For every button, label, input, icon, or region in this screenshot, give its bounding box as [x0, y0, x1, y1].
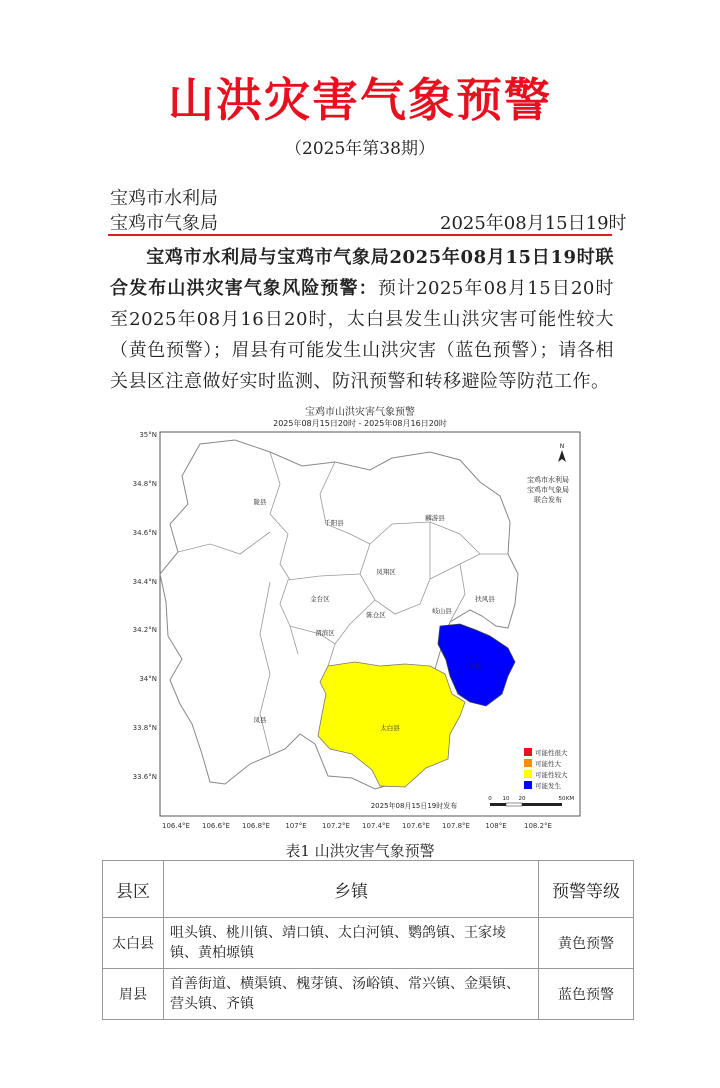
header-level: 预警等级 [539, 861, 634, 918]
cell-towns: 首善街道、横渠镇、槐芽镇、汤峪镇、常兴镇、金渠镇、营头镇、齐镇 [164, 969, 539, 1020]
issuer-meteorological-bureau: 宝鸡市气象局 [110, 213, 218, 234]
scale-label: KM [565, 796, 575, 802]
scale-label: 0 [488, 796, 492, 802]
district-label: 岐山县 [432, 607, 452, 615]
north-label: N [559, 443, 565, 450]
lat-tick: 33.8°N [132, 724, 157, 732]
publisher-line: 宝鸡市气象局 [527, 486, 569, 494]
legend-swatch [524, 770, 532, 778]
lon-tick: 106.6°E [202, 822, 230, 830]
scale-label: 10 [502, 796, 510, 802]
legend-swatch [524, 748, 532, 756]
lat-tick: 35°N [139, 431, 157, 439]
lat-tick: 34.6°N [132, 529, 157, 537]
header-towns: 乡镇 [164, 861, 539, 918]
district-label: 凤翔区 [376, 568, 396, 576]
lon-tick: 107.2°E [322, 822, 350, 830]
district-label: 金台区 [310, 595, 330, 603]
lon-ticks [162, 822, 552, 830]
lat-tick: 33.6°N [132, 773, 157, 781]
district-label: 眉县 [468, 662, 482, 670]
body-lead: 宝鸡市水利局与宝鸡市气象局2025年08月15日19时联合发布山洪灾害气象风险预警： [110, 247, 614, 299]
lat-tick: 34.8°N [132, 480, 157, 488]
table-caption: 表1 山洪灾害气象预警 [285, 842, 435, 860]
legend-swatch [524, 781, 532, 789]
district-label: 陈仓区 [366, 611, 386, 619]
legend-label: 可能性较大 [535, 771, 568, 779]
legend-label: 可能性大 [535, 760, 561, 768]
lon-tick: 106.4°E [162, 822, 190, 830]
warning-table [102, 860, 634, 1020]
map-svg [130, 404, 590, 838]
cell-level: 蓝色预警 [539, 969, 634, 1020]
legend-label: 可能性很大 [535, 749, 568, 757]
lon-tick: 107.4°E [362, 822, 390, 830]
map-publish-note: 2025年08月15日19时发布 [370, 802, 458, 810]
lon-tick: 108°E [485, 822, 507, 830]
district-label: 渭滨区 [315, 629, 335, 637]
map-title: 宝鸡市山洪灾害气象预警 [305, 407, 415, 418]
scale-label: 20 [518, 796, 526, 802]
issue-number: （2025年第38期） [285, 139, 435, 159]
cell-county: 太白县 [103, 918, 164, 969]
header-county: 县区 [103, 861, 164, 918]
table-header-row [103, 861, 634, 918]
lat-tick: 34.4°N [132, 578, 157, 586]
issuer-water-bureau: 宝鸡市水利局 [110, 188, 218, 209]
cell-level: 黄色预警 [539, 918, 634, 969]
publisher-line: 宝鸡市水利局 [527, 476, 569, 484]
table-row [103, 969, 634, 1020]
scale-label: 50 [558, 796, 566, 802]
lat-tick: 34°N [139, 675, 157, 683]
lon-tick: 108.2°E [524, 822, 552, 830]
lon-tick: 107.6°E [402, 822, 430, 830]
table-row [103, 918, 634, 969]
lon-tick: 107°E [285, 822, 307, 830]
legend-label: 可能发生 [535, 782, 561, 790]
lon-tick: 106.8°E [242, 822, 270, 830]
cell-county: 眉县 [103, 969, 164, 1020]
red-divider [108, 234, 612, 236]
warning-map [130, 404, 590, 838]
warning-body [110, 242, 614, 397]
map-subtitle: 2025年08月15日20时 - 2025年08月16日20时 [273, 419, 447, 428]
lat-tick: 34.2°N [132, 626, 157, 634]
lat-ticks [133, 431, 157, 781]
body-content: 预计2025年08月15日20时至2025年08月16日20时，太白县发生山洪灾害可能性较大（黄色预警）；眉县有可能发生山洪灾害（蓝色预警）；请各相关县区注意做好实时监测、防汛预警和转移避险等防范工作。 [110, 278, 614, 392]
issue-time: 2025年08月15日19时 [440, 213, 627, 234]
district-label: 扶风县 [475, 595, 495, 603]
district-label: 千阳县 [324, 519, 344, 527]
page-title: 山洪灾害气象预警 [168, 73, 552, 127]
cell-towns: 咀头镇、桃川镇、靖口镇、太白河镇、鹦鸽镇、王家堎镇、黄柏塬镇 [164, 918, 539, 969]
publisher-line: 联合发布 [534, 496, 562, 504]
district-label: 麟游县 [425, 514, 445, 522]
lon-tick: 107.8°E [442, 822, 470, 830]
district-label: 太白县 [380, 724, 400, 732]
district-label: 凤县 [253, 716, 267, 724]
legend-swatch [524, 759, 532, 767]
district-label: 陇县 [253, 498, 267, 506]
